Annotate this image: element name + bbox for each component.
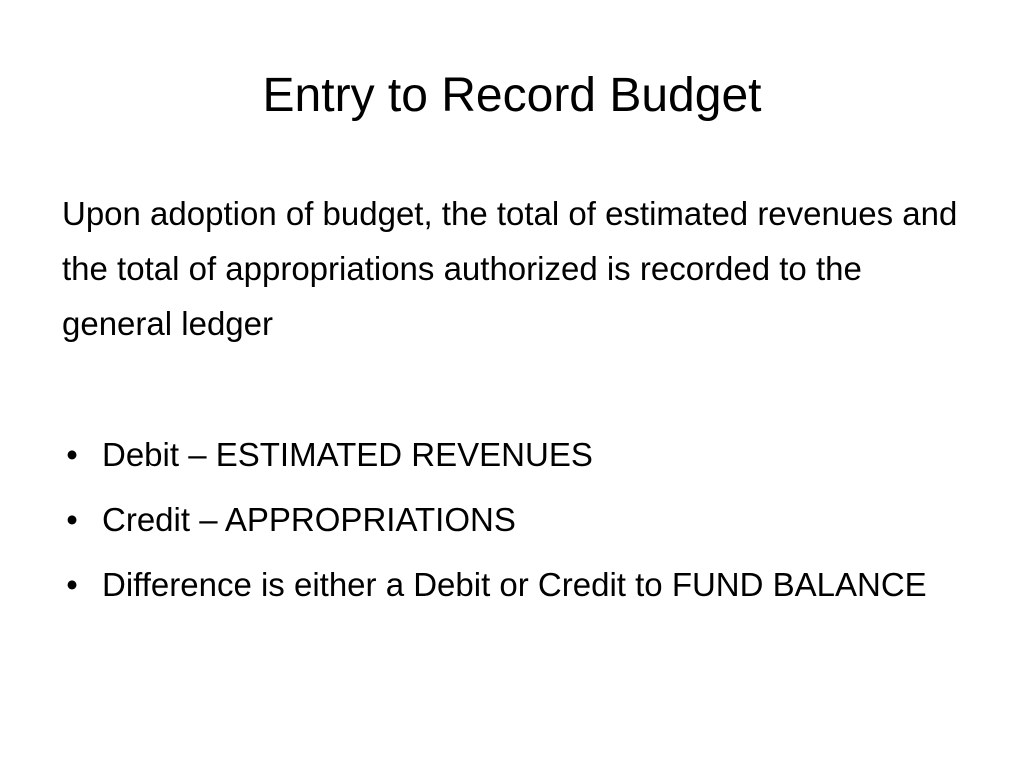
bullet-dot-icon: • [66,566,78,603]
slide-title: Entry to Record Budget [262,69,762,122]
bullet-dot-icon: • [66,436,78,473]
bullet-list [62,428,962,623]
bullet-text: Credit – APPROPRIATIONS [102,501,516,538]
intro-paragraph: Upon adoption of budget, the total of estimated revenues and the total of appropriations authorized is recorded to the general ledger [62,195,958,342]
bullet-text: Difference is either a Debit or Credit to FUND BALANCE [102,566,927,603]
bullet-dot-icon: • [66,501,78,538]
bullet-item-debit [62,428,962,481]
bullet-item-credit [62,493,962,546]
bullet-item-difference [62,558,962,611]
bullet-text: Debit – ESTIMATED REVENUES [102,436,593,473]
